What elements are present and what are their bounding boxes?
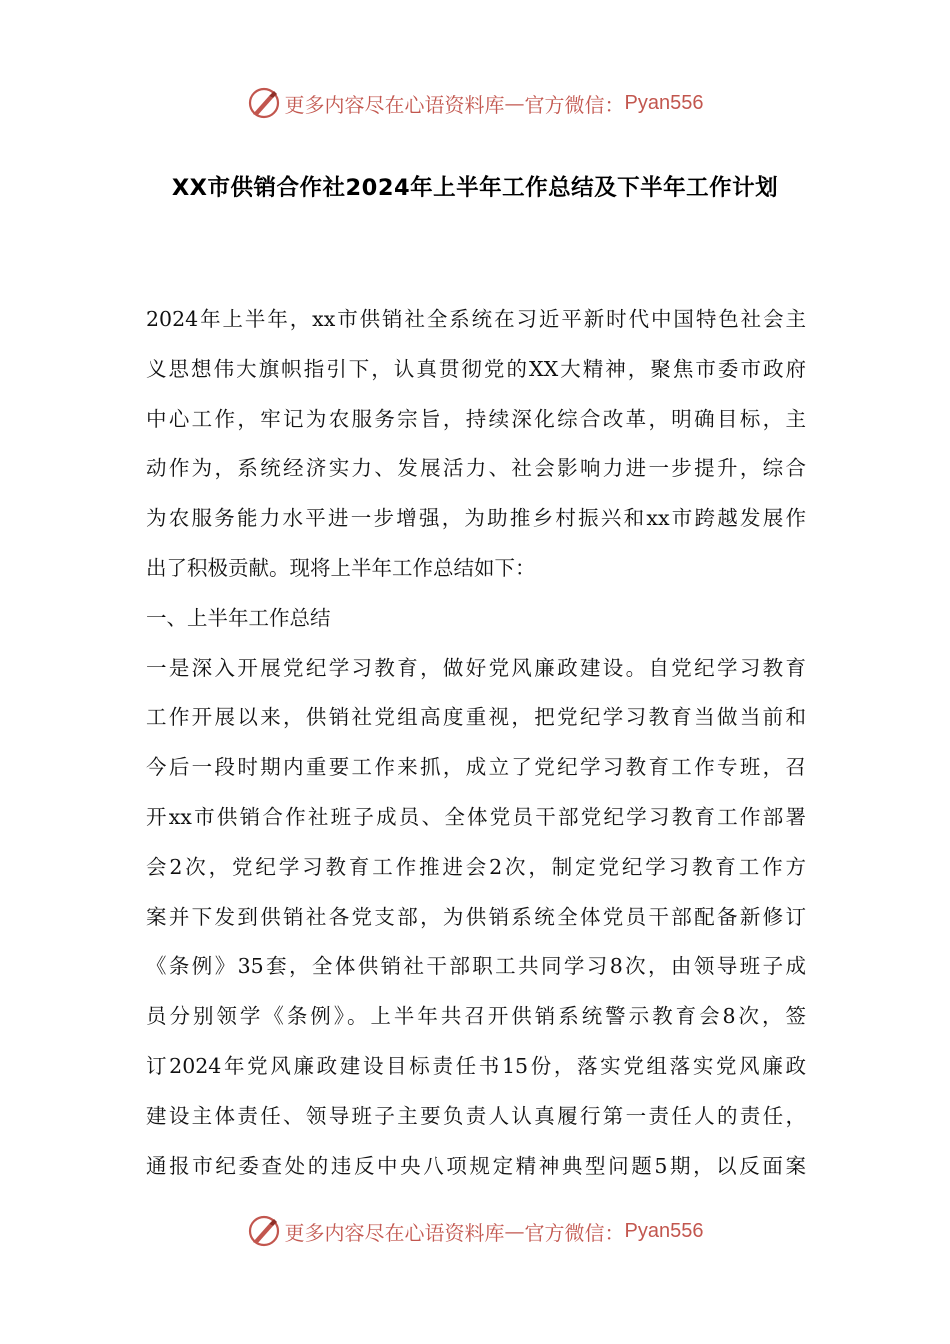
watermark-wechat-id: Pyan556 — [624, 91, 704, 114]
body-line: 建设主体责任、领导班子主要负责人认真履行第一责任人的责任， — [146, 1103, 806, 1128]
watermark-banner-bottom — [0, 1211, 950, 1251]
body-line: 开xx市供销合作社班子成员、全体党员干部党纪学习教育工作部署 — [146, 804, 806, 829]
body-line: 动作为，系统经济实力、发展活力、社会影响力进一步提升，综合 — [146, 456, 806, 481]
body-line: 工作开展以来，供销社党组高度重视，把党纪学习教育当做当前和 — [146, 705, 806, 730]
body-line: 案并下发到供销社各党支部，为供销系统全体党员干部配备新修订 — [146, 904, 806, 929]
watermark-separator: — — [504, 91, 525, 115]
pen-logo-icon — [247, 1214, 281, 1248]
watermark-text: 更多内容尽在心语资料库 — [284, 92, 505, 117]
body-line: 员分别领学《条例》。上半年共召开供销系统警示教育会8次，签 — [146, 1004, 806, 1029]
watermark-text: 更多内容尽在心语资料库 — [284, 1220, 505, 1245]
body-line: 通报市纪委查处的违反中央八项规定精神典型问题5期，以反面案 — [146, 1153, 806, 1178]
watermark-wechat-label: 官方微信： — [524, 1220, 625, 1245]
body-line: 出了积极贡献。现将上半年工作总结如下： — [146, 555, 536, 580]
watermark-wechat-id: Pyan556 — [624, 1219, 704, 1242]
watermark-separator: — — [504, 1219, 525, 1243]
body-line: 义思想伟大旗帜指引下，认真贯彻党的XX大精神，聚焦市委市政府 — [146, 356, 806, 381]
body-line: 一、上半年工作总结 — [146, 605, 331, 630]
body-line: 一是深入开展党纪学习教育，做好党风廉政建设。自党纪学习教育 — [146, 655, 806, 680]
body-line: 为农服务能力水平进一步增强，为助推乡村振兴和xx市跨越发展作 — [146, 506, 806, 531]
body-line: 中心工作，牢记为农服务宗旨，持续深化综合改革，明确目标，主 — [146, 406, 806, 431]
body-line: 2024年上半年，xx市供销社全系统在习近平新时代中国特色社会主 — [146, 307, 806, 331]
body-line: 订2024年党风廉政建设目标责任书15份，落实党组落实党风廉政 — [146, 1053, 806, 1078]
document-title: XX市供销合作社2024年上半年工作总结及下半年工作计划 — [171, 175, 779, 201]
body-line: 《条例》35套，全体供销社干部职工共同学习8次，由领导班子成 — [146, 954, 806, 979]
watermark-wechat-label: 官方微信： — [524, 92, 625, 117]
body-line: 今后一段时期内重要工作来抓，成立了党纪学习教育工作专班，召 — [146, 755, 806, 780]
document-body — [146, 295, 806, 1191]
watermark-banner-top — [0, 83, 950, 123]
body-line: 会2次，党纪学习教育工作推进会2次，制定党纪学习教育工作方 — [146, 854, 806, 879]
pen-logo-icon — [247, 86, 281, 120]
